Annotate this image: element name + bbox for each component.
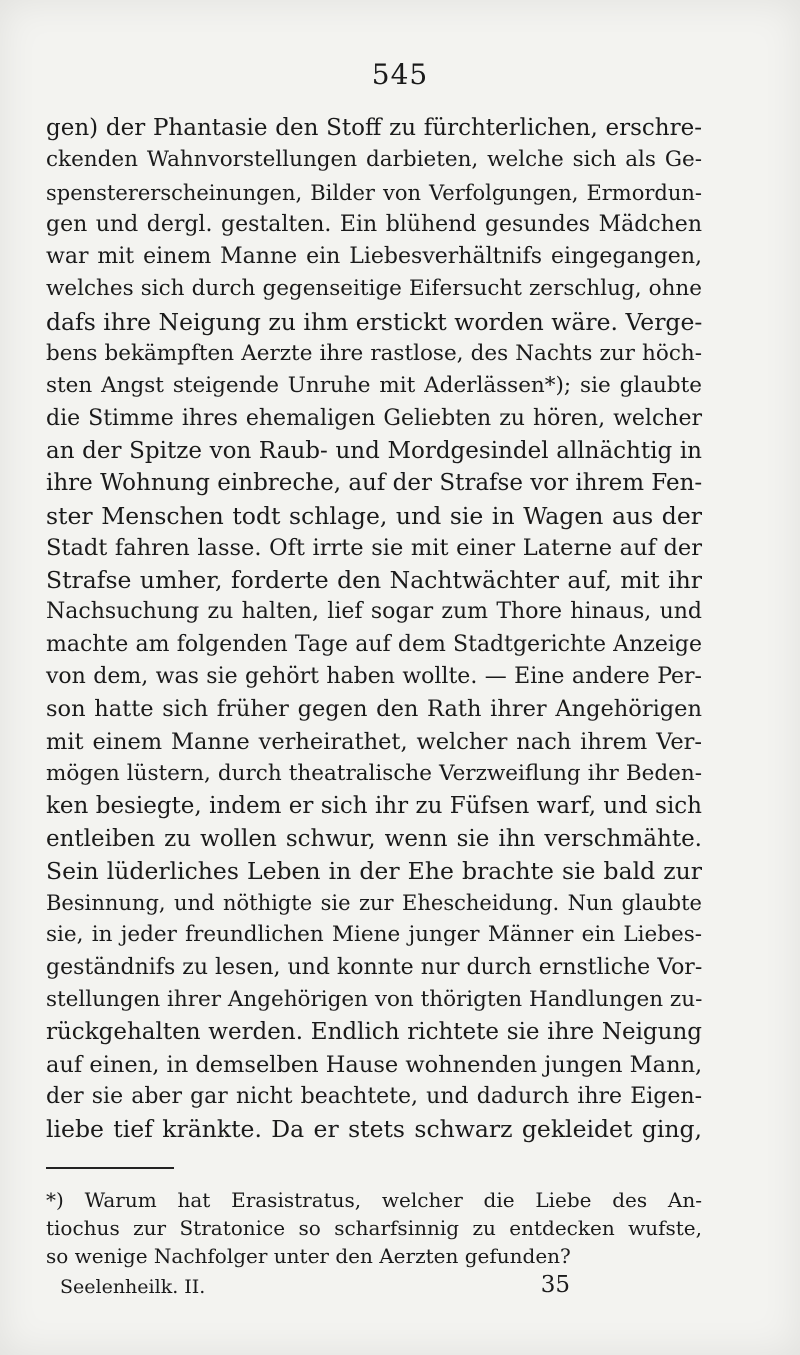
text-line: spenstererscheinungen, Bilder von Verfolgungen, Ermordun- (46, 180, 702, 205)
text-line: an der Spitze von Raub- und Mordgesindel allnächtig in (46, 437, 702, 464)
page-number: 545 (371, 58, 429, 91)
text-line: Nachsuchung zu halten, lief sogar zum Thore hinaus, und (46, 599, 702, 625)
text-line: geständnifs zu lesen, und konnte nur durch ernstliche Vor- (46, 954, 703, 980)
text-line: war mit einem Manne ein Liebesverhältnifs eingegangen, (46, 244, 702, 270)
text-line: ckenden Wahnvorstellungen darbieten, welche sich als Ge- (46, 147, 702, 173)
text-line: Besinnung, und nöthigte sie zur Ehescheidung. Nun glaubte (46, 891, 702, 916)
text-line: Sein lüderliches Leben in der Ehe brachte sie bald zur (46, 856, 702, 885)
text-line: Strafse umher, forderte den Nachtwächter auf, mit ihr (46, 566, 702, 595)
text-line: ihre Wohnung einbreche, auf der Strafse vor ihrem Fen- (46, 470, 703, 497)
text-line: gen und dergl. gestalten. Ein blühend gesundes Mädchen (46, 211, 702, 237)
text-line: gen) der Phantasie den Stoff zu fürchterlichen, erschre- (46, 115, 702, 141)
text-line: machte am folgenden Tage auf dem Stadtgerichte Anzeige (46, 631, 702, 657)
text-line: der sie aber gar nicht beachtete, und dadurch ihre Eigen- (46, 1083, 702, 1109)
text-line: ster Menschen todt schlage, und sie in Wagen aus der (46, 501, 702, 530)
text-line: von dem, was sie gehört haben wollte. — Eine andere Per- (46, 664, 702, 690)
text-line: mit einem Manne verheirathet, welcher nach ihrem Ver- (46, 728, 702, 755)
text-line: rückgehalten werden. Endlich richtete sie ihre Neigung (46, 1019, 702, 1046)
text-line: stellungen ihrer Angehörigen von thörigten Handlungen zu- (46, 987, 703, 1013)
sheet-number: 35 (540, 1272, 570, 1298)
text-line: bens bekämpften Aerzte ihre rastlose, des Nachts zur höch- (46, 341, 702, 367)
text-line: mögen lüstern, durch theatralische Verzweiflung ihr Beden- (46, 760, 702, 786)
text-line: ken besiegte, indem er sich ihr zu Füfsen warf, und sich (46, 793, 702, 820)
footnote-line: *) Warum hat Erasistratus, welcher die Liebe des An- (46, 1188, 702, 1212)
footnote-line: so wenige Nachfolger unter den Aerzten gefunden? (46, 1244, 571, 1268)
text-line: welches sich durch gegenseitige Eifersucht zerschlug, ohne (46, 276, 702, 302)
footnote (46, 1186, 702, 1270)
text-line: sie, in jeder freundlichen Miene junger Männer ein Liebes- (46, 922, 702, 948)
text-line: Stadt fahren lasse. Oft irrte sie mit einer Laterne auf der (46, 534, 702, 561)
text-line: sten Angst steigende Unruhe mit Aderlässen*); sie glaubte (46, 373, 702, 399)
text-line: son hatte sich früher gegen den Rath ihrer Angehörigen (46, 696, 702, 723)
footnote-line: tiochus zur Stratonice so scharfsinnig zu entdecken wufste, (46, 1216, 702, 1240)
text-line: auf einen, in demselben Hause wohnenden jungen Mann, (46, 1051, 703, 1078)
text-line: die Stimme ihres ehemaligen Geliebten zu hören, welcher (46, 405, 702, 431)
footnote-divider (46, 1167, 174, 1169)
text-line: dafs ihre Neigung zu ihm erstickt worden wäre. Verge- (46, 307, 703, 336)
signature-mark: Seelenheilk. II. (60, 1276, 206, 1298)
text-line: entleiben zu wollen schwur, wenn sie ihn verschmähte. (46, 825, 702, 852)
text-line: liebe tief kränkte. Da er stets schwarz gekleidet ging, (46, 1115, 702, 1144)
body-text (46, 112, 702, 1146)
